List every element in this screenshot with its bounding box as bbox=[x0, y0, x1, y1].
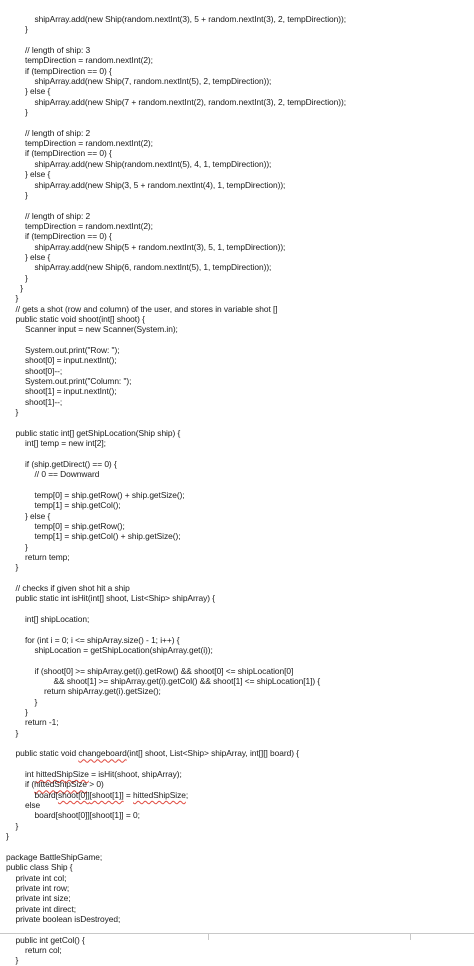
code-line-text: public static int isHit(int[] shoot, List<Ship> shipArray) { bbox=[15, 593, 215, 604]
code-line-text: Scanner input = new Scanner(System.in); bbox=[25, 324, 178, 335]
code-line-text: temp[1] = ship.getCol() + ship.getSize(); bbox=[34, 531, 181, 542]
code-line bbox=[0, 552, 474, 562]
code-line-text: if (tempDirection == 0) { bbox=[25, 65, 112, 76]
code-line-text: shoot[1]--; bbox=[25, 396, 63, 407]
code-line bbox=[0, 542, 474, 552]
code-line bbox=[0, 459, 474, 469]
code-line bbox=[0, 55, 474, 65]
code-line-text: } else { bbox=[25, 86, 51, 97]
code-line-text: board[shoot[0]][shoot[1]] = 0; bbox=[34, 810, 140, 821]
code-line bbox=[0, 24, 474, 34]
code-line bbox=[0, 242, 474, 252]
code-line-text: } bbox=[15, 562, 19, 573]
code-line bbox=[0, 790, 474, 800]
code-line-text: tempDirection = random.nextInt(2); bbox=[25, 220, 153, 231]
code-line bbox=[0, 180, 474, 190]
code-line bbox=[0, 45, 474, 55]
code-line bbox=[0, 169, 474, 179]
code-line bbox=[0, 428, 474, 438]
code-line bbox=[0, 531, 474, 541]
code-line bbox=[0, 831, 474, 841]
code-line bbox=[0, 655, 474, 665]
code-line bbox=[0, 904, 474, 914]
code-line bbox=[0, 397, 474, 407]
code-line bbox=[0, 697, 474, 707]
code-line-text: shipArray.add(new Ship(3, 5 + random.nextInt(4), 1, tempDirection)); bbox=[34, 179, 286, 190]
code-line bbox=[0, 417, 474, 427]
code-line bbox=[0, 479, 474, 489]
code-line-text: if (tempDirection == 0) { bbox=[25, 231, 112, 242]
code-line bbox=[0, 273, 474, 283]
code-line-text: if (ship.getDirect() == 0) { bbox=[25, 458, 117, 469]
code-line bbox=[0, 407, 474, 417]
code-line-text: } bbox=[25, 189, 28, 200]
code-line bbox=[0, 366, 474, 376]
code-line-text: System.out.print("Column: "); bbox=[25, 376, 132, 387]
code-line bbox=[0, 190, 474, 200]
code-line-text: // 0 == Downward bbox=[34, 469, 100, 480]
code-line-text: shipArray.add(new Ship(5 + random.nextInt(3), 5, 1, tempDirection)); bbox=[34, 241, 286, 252]
page-divider bbox=[0, 933, 474, 934]
code-line-text: // length of ship: 3 bbox=[25, 45, 91, 56]
code-document bbox=[0, 14, 474, 966]
code-line-text: shoot[0] = input.nextInt(); bbox=[25, 355, 117, 366]
column-tick bbox=[208, 933, 209, 940]
code-line bbox=[0, 666, 474, 676]
code-line-text: } bbox=[15, 407, 19, 418]
code-line-text: board[shoot[0]][shoot[1]] = hittedShipSize; bbox=[34, 789, 189, 800]
code-line-text: public class Ship { bbox=[6, 862, 73, 873]
code-line-text: int hittedShipSize = isHit(shoot, shipArray); bbox=[25, 769, 182, 780]
code-line-text: shipLocation = getShipLocation(shipArray.get(i)); bbox=[34, 644, 213, 655]
code-line-text: for (int i = 0; i <= shipArray.size() - 1; i++) { bbox=[25, 634, 180, 645]
code-line-text: System.out.print("Row: "); bbox=[25, 345, 120, 355]
code-line bbox=[0, 86, 474, 96]
code-line bbox=[0, 800, 474, 810]
code-line bbox=[0, 614, 474, 624]
code-line bbox=[0, 438, 474, 448]
code-line bbox=[0, 76, 474, 86]
code-line-text: if (hittedShipSize > 0) bbox=[25, 779, 104, 790]
code-line bbox=[0, 521, 474, 531]
code-line bbox=[0, 728, 474, 738]
code-line-text: private int col; bbox=[15, 872, 67, 883]
code-line-text: } bbox=[15, 293, 19, 304]
column-tick bbox=[410, 933, 411, 940]
code-line bbox=[0, 159, 474, 169]
code-line bbox=[0, 107, 474, 117]
code-line bbox=[0, 842, 474, 852]
spellcheck-underline: [shoot[1]] bbox=[89, 789, 124, 800]
code-line bbox=[0, 500, 474, 510]
code-line-text: shoot[0]--; bbox=[25, 365, 63, 376]
code-line-text: private int row; bbox=[15, 882, 70, 893]
spellcheck-underline: hittedShipSize bbox=[133, 789, 186, 800]
code-line bbox=[0, 283, 474, 293]
code-line-text: } bbox=[15, 955, 19, 966]
code-line-text: public static void shoot(int[] shoot) { bbox=[15, 313, 145, 324]
code-line bbox=[0, 738, 474, 748]
code-line-text: // gets a shot (row and column) of the user, and stores in variable shot [] bbox=[15, 303, 278, 314]
code-line bbox=[0, 862, 474, 872]
code-line bbox=[0, 293, 474, 303]
code-line-text: private int direct; bbox=[15, 903, 76, 914]
code-line bbox=[0, 304, 474, 314]
code-line-text: shipArray.add(new Ship(7 + random.nextInt(2), random.nextInt(3), 2, tempDirection)); bbox=[34, 96, 346, 107]
code-line bbox=[0, 490, 474, 500]
code-line bbox=[0, 231, 474, 241]
code-line bbox=[0, 779, 474, 789]
code-line bbox=[0, 448, 474, 458]
code-line-text: } bbox=[6, 831, 9, 842]
code-line bbox=[0, 707, 474, 717]
code-line-text: return shipArray.get(i).getSize(); bbox=[44, 686, 161, 697]
code-line bbox=[0, 66, 474, 76]
code-line-text: } else { bbox=[25, 169, 51, 180]
code-line bbox=[0, 821, 474, 831]
code-line-text: } bbox=[25, 107, 28, 118]
code-line bbox=[0, 686, 474, 696]
code-line bbox=[0, 769, 474, 779]
code-line-text: int[] shipLocation; bbox=[25, 613, 90, 624]
code-line bbox=[0, 262, 474, 272]
code-line bbox=[0, 955, 474, 965]
code-line bbox=[0, 469, 474, 479]
code-line bbox=[0, 200, 474, 210]
code-line bbox=[0, 624, 474, 634]
code-line-text: return temp; bbox=[25, 551, 70, 562]
code-line-text: if (tempDirection == 0) { bbox=[25, 148, 112, 159]
code-line-text: else bbox=[25, 800, 41, 811]
code-line-text: if (shoot[0] >= shipArray.get(i).getRow() && shoot[0] <= shipLocation[0] bbox=[34, 665, 294, 676]
code-line bbox=[0, 252, 474, 262]
code-line-text: } bbox=[15, 820, 19, 831]
code-line-text: // checks if given shot hit a ship bbox=[15, 582, 130, 593]
code-line bbox=[0, 14, 474, 24]
code-line bbox=[0, 355, 474, 365]
code-line bbox=[0, 717, 474, 727]
code-line bbox=[0, 221, 474, 231]
code-line-text: temp[0] = ship.getRow(); bbox=[34, 520, 125, 531]
code-line-text: // length of ship: 2 bbox=[25, 210, 91, 221]
code-line-text: int[] temp = new int[2]; bbox=[25, 438, 106, 449]
code-line-text: return col; bbox=[25, 944, 62, 955]
code-line bbox=[0, 314, 474, 324]
code-line-text: } else { bbox=[25, 251, 51, 262]
code-line bbox=[0, 873, 474, 883]
code-line bbox=[0, 138, 474, 148]
code-line-text: tempDirection = random.nextInt(2); bbox=[25, 138, 153, 149]
code-line-text: public int getCol() { bbox=[15, 934, 85, 945]
code-line bbox=[0, 583, 474, 593]
code-line bbox=[0, 128, 474, 138]
code-line bbox=[0, 148, 474, 158]
spellcheck-underline: changeboard bbox=[78, 748, 127, 759]
code-line bbox=[0, 810, 474, 820]
code-line-text: private int size; bbox=[15, 893, 71, 904]
code-line-text: } bbox=[25, 24, 28, 35]
code-line bbox=[0, 324, 474, 334]
code-line-text: } bbox=[25, 272, 28, 283]
code-line bbox=[0, 97, 474, 107]
code-line-text: } bbox=[25, 707, 28, 718]
code-line-text: public static void changeboard(int[] shoot, List<Ship> shipArray, int[][] board) { bbox=[15, 748, 299, 759]
code-line bbox=[0, 117, 474, 127]
code-line bbox=[0, 676, 474, 686]
code-line bbox=[0, 35, 474, 45]
code-line bbox=[0, 386, 474, 396]
code-line bbox=[0, 748, 474, 758]
code-line-text: && shoot[1] >= shipArray.get(i).getCol() && shoot[1] <= shipLocation[1]) { bbox=[53, 676, 321, 686]
spellcheck-underline: hittedShipSize bbox=[35, 769, 89, 780]
code-line-text: } bbox=[20, 282, 23, 293]
spellcheck-underline: hittedShipSize bbox=[34, 779, 87, 790]
code-line bbox=[0, 645, 474, 655]
code-line bbox=[0, 345, 474, 355]
code-line bbox=[0, 211, 474, 221]
code-line bbox=[0, 376, 474, 386]
code-line-text: shipArray.add(new Ship(7, random.nextInt(5), 2, tempDirection)); bbox=[34, 76, 272, 87]
code-line-text: shipArray.add(new Ship(random.nextInt(5), 4, 1, tempDirection)); bbox=[34, 158, 272, 169]
code-line-text: } bbox=[15, 727, 19, 738]
code-line bbox=[0, 945, 474, 955]
code-line bbox=[0, 593, 474, 603]
code-line-text: shipArray.add(new Ship(6, random.nextInt(5), 1, tempDirection)); bbox=[34, 262, 272, 273]
code-line-text: } else { bbox=[25, 510, 51, 521]
code-line bbox=[0, 893, 474, 903]
code-line bbox=[0, 573, 474, 583]
code-line-text: package BattleShipGame; bbox=[6, 851, 103, 862]
code-line-text: } bbox=[25, 541, 28, 552]
code-line-text: temp[0] = ship.getRow() + ship.getSize(); bbox=[34, 489, 185, 500]
code-line bbox=[0, 759, 474, 769]
code-line bbox=[0, 511, 474, 521]
code-line-text: return -1; bbox=[25, 717, 59, 728]
code-line-text: public static int[] getShipLocation(Ship ship) { bbox=[15, 427, 181, 438]
code-line bbox=[0, 604, 474, 614]
code-line bbox=[0, 914, 474, 924]
spellcheck-underline: shoot[0]] bbox=[57, 789, 90, 800]
code-line bbox=[0, 883, 474, 893]
code-line-text: // length of ship: 2 bbox=[25, 127, 91, 138]
code-line bbox=[0, 852, 474, 862]
code-line-text: tempDirection = random.nextInt(2); bbox=[25, 55, 153, 66]
code-line bbox=[0, 635, 474, 645]
code-line-text: temp[1] = ship.getCol(); bbox=[34, 500, 121, 511]
code-line-text: shoot[1] = input.nextInt(); bbox=[25, 386, 117, 397]
code-line-text: private boolean isDestroyed; bbox=[15, 913, 121, 924]
code-line-text: } bbox=[34, 696, 38, 707]
code-line bbox=[0, 562, 474, 572]
code-line-text: shipArray.add(new Ship(random.nextInt(3), 5 + random.nextInt(3), 2, tempDirection)); bbox=[34, 14, 346, 24]
code-line bbox=[0, 335, 474, 345]
